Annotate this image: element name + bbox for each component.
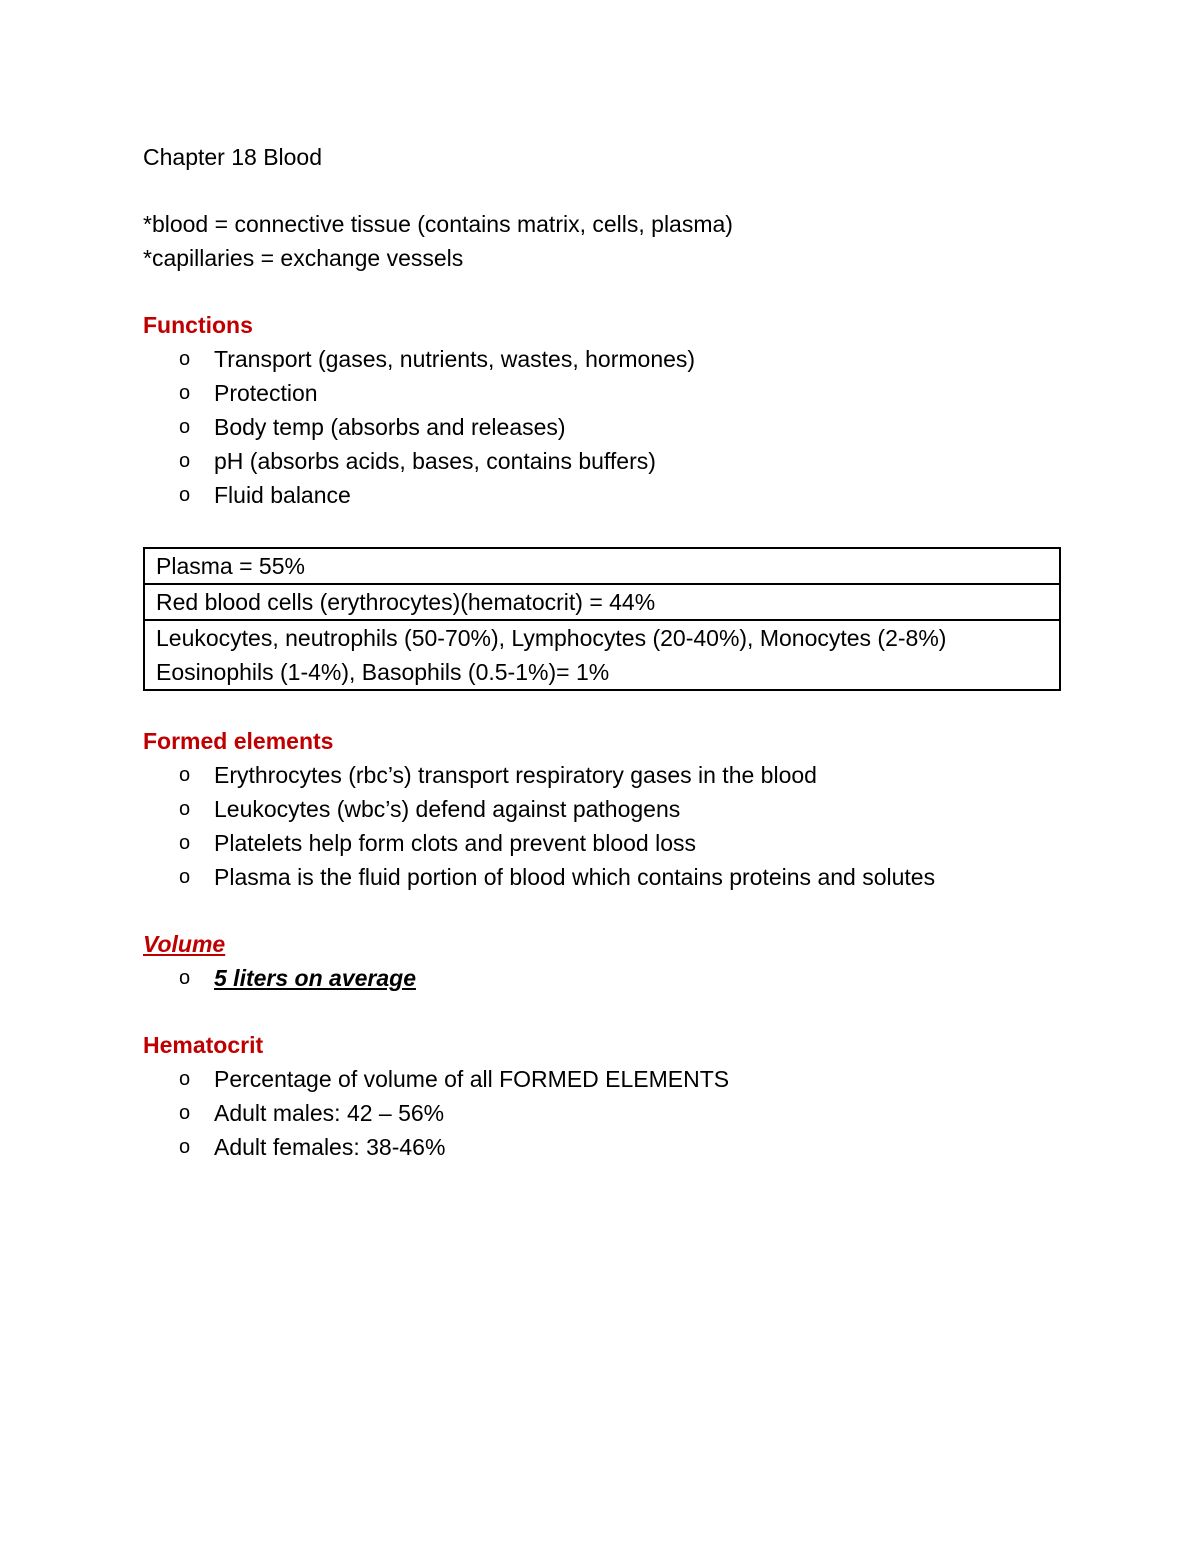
spacer [143, 995, 1063, 1028]
list-item-text: 5 liters on average [214, 965, 416, 991]
list-item-text: Percentage of volume of all FORMED ELEMENTS [214, 1066, 730, 1092]
list-item-text: Adult females: 38-46% [214, 1134, 446, 1160]
document-page [143, 140, 1063, 1164]
circle-bullet-icon: o [179, 866, 191, 888]
spacer [143, 512, 1063, 545]
note-capillaries: *capillaries = exchange vessels [143, 245, 464, 271]
table-cell [144, 620, 1060, 690]
blood-composition-table [143, 547, 1061, 691]
volume-list [143, 961, 1063, 995]
table-row [144, 620, 1060, 690]
spacer [143, 275, 1063, 308]
circle-bullet-icon: o [179, 348, 191, 370]
list-item [143, 961, 1063, 995]
formed-elements-list [143, 758, 1063, 894]
list-item [143, 444, 1063, 478]
table-cell [144, 548, 1060, 584]
functions-heading: Functions [143, 312, 253, 338]
list-item-text: Erythrocytes (rbc’s) transport respiratory gases in the blood [214, 762, 817, 788]
list-item-text: Protection [214, 380, 318, 406]
spacer [143, 174, 1063, 207]
spacer [143, 894, 1063, 927]
list-item [143, 1130, 1063, 1164]
list-item-text: Fluid balance [214, 482, 351, 508]
list-item-text: Platelets help form clots and prevent blood loss [214, 830, 696, 856]
circle-bullet-icon: o [179, 1068, 191, 1090]
cell-text: Leukocytes, neutrophils (50-70%), Lymphocytes (20-40%), Monocytes (2-8%) [156, 625, 947, 651]
table-cell [144, 584, 1060, 620]
circle-bullet-icon: o [179, 1136, 191, 1158]
cell-text: Red blood cells (erythrocytes)(hematocrit) = 44% [156, 589, 656, 615]
list-item [143, 410, 1063, 444]
circle-bullet-icon: o [179, 484, 191, 506]
document-title: Chapter 18 Blood [143, 144, 323, 170]
table-row [144, 584, 1060, 620]
list-item [143, 342, 1063, 376]
functions-list [143, 342, 1063, 512]
hematocrit-heading: Hematocrit [143, 1032, 264, 1058]
circle-bullet-icon: o [179, 832, 191, 854]
list-item [143, 1062, 1063, 1096]
circle-bullet-icon: o [179, 416, 191, 438]
list-item [143, 376, 1063, 410]
spacer [143, 691, 1063, 724]
list-item [143, 1096, 1063, 1130]
circle-bullet-icon: o [179, 967, 191, 989]
table-row [144, 548, 1060, 584]
list-item [143, 860, 1063, 894]
circle-bullet-icon: o [179, 764, 191, 786]
hematocrit-list [143, 1062, 1063, 1164]
list-item-text: pH (absorbs acids, bases, contains buffers) [214, 448, 656, 474]
list-item-text: Leukocytes (wbc’s) defend against pathogens [214, 796, 681, 822]
circle-bullet-icon: o [179, 798, 191, 820]
circle-bullet-icon: o [179, 450, 191, 472]
list-item-text: Adult males: 42 – 56% [214, 1100, 445, 1126]
volume-heading: Volume [143, 931, 226, 957]
formed-elements-heading: Formed elements [143, 728, 334, 754]
list-item-text: Body temp (absorbs and releases) [214, 414, 566, 440]
list-item-text: Plasma is the fluid portion of blood which contains proteins and solutes [214, 864, 936, 890]
list-item [143, 826, 1063, 860]
circle-bullet-icon: o [179, 1102, 191, 1124]
cell-text: Plasma = 55% [156, 553, 305, 579]
list-item-text: Transport (gases, nutrients, wastes, hormones) [214, 346, 696, 372]
cell-text: Eosinophils (1-4%), Basophils (0.5-1%)= 1% [156, 659, 610, 685]
circle-bullet-icon: o [179, 382, 191, 404]
list-item [143, 758, 1063, 792]
list-item [143, 792, 1063, 826]
note-blood: *blood = connective tissue (contains matrix, cells, plasma) [143, 211, 733, 237]
list-item [143, 478, 1063, 512]
